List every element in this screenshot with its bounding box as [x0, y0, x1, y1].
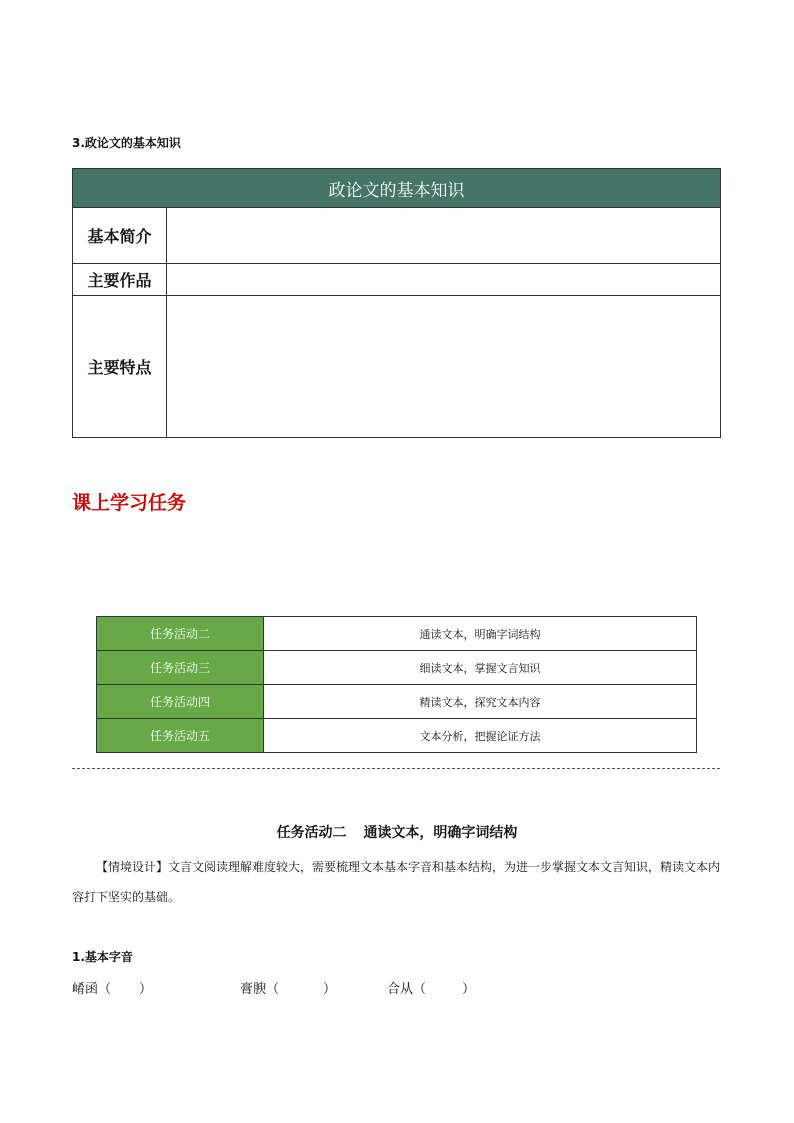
- pronunciation-item: [240, 978, 336, 997]
- pronunciation-item: [72, 978, 152, 997]
- table-row: [97, 685, 697, 719]
- closing-paren: ）: [139, 982, 153, 997]
- closing-paren: ）: [323, 982, 337, 997]
- row-label-works: 主要作品: [73, 264, 167, 296]
- task-desc: 文本分析，把握论证方法: [264, 719, 697, 753]
- task-name: 任务活动五: [97, 719, 264, 753]
- pronunciation-title: 1.基本字音: [72, 950, 133, 964]
- task-name: 任务活动二: [97, 617, 264, 651]
- section-title: 3.政论文的基本知识: [72, 136, 181, 150]
- activity-title: [0, 822, 794, 842]
- task-table: [96, 616, 697, 753]
- pronunciation-word: 崤函（: [72, 982, 112, 997]
- table-row: [73, 296, 721, 438]
- pronunciation-item: [387, 978, 475, 997]
- task-desc: 细读文本，掌握文言知识: [264, 651, 697, 685]
- task-name: 任务活动四: [97, 685, 264, 719]
- table-row: [73, 264, 721, 296]
- activity-name: 任务活动二: [276, 825, 347, 841]
- closing-paren: ）: [462, 982, 476, 997]
- table-row: [97, 617, 697, 651]
- table-row: [97, 719, 697, 753]
- scenario-paragraph: 【情境设计】文言文阅读理解难度较大，需要梳理文本基本字音和基本结构，为进一步掌握文本文言知识，精读文本内容打下坚实的基础。: [72, 860, 721, 904]
- row-label-intro: 基本简介: [73, 208, 167, 264]
- knowledge-table: [72, 168, 721, 438]
- row-value-intro[interactable]: [167, 208, 721, 264]
- row-label-features: 主要特点: [73, 296, 167, 438]
- dashed-divider: [72, 768, 720, 769]
- pronunciation-word: 合从（: [387, 982, 427, 997]
- knowledge-table-header: 政论文的基本知识: [73, 169, 721, 208]
- task-desc: 精读文本，探究文本内容: [264, 685, 697, 719]
- activity-subtitle: 通读文本，明确字词结构: [363, 825, 518, 841]
- row-value-features[interactable]: [167, 296, 721, 438]
- table-row: [73, 208, 721, 264]
- task-desc: 通读文本，明确字词结构: [264, 617, 697, 651]
- task-name: 任务活动三: [97, 651, 264, 685]
- table-row: [97, 651, 697, 685]
- row-value-works[interactable]: [167, 264, 721, 296]
- pronunciation-word: 膏腴（: [240, 982, 280, 997]
- class-tasks-heading: 课上学习任务: [72, 492, 187, 514]
